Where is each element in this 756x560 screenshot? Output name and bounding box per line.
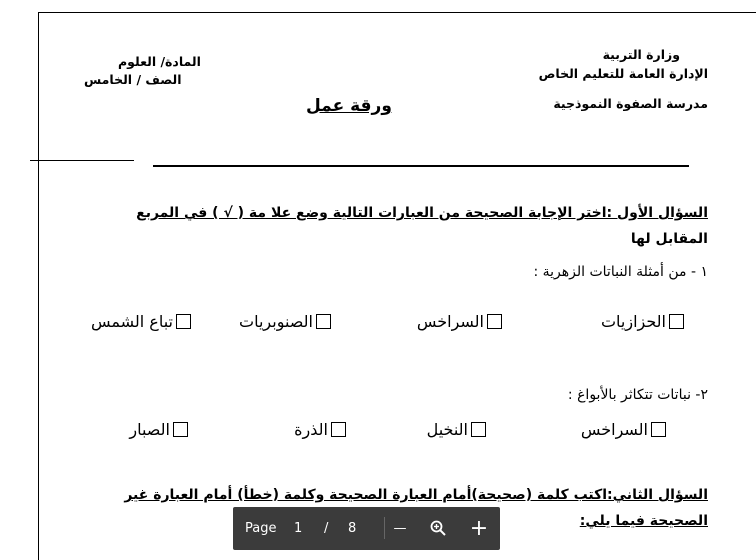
page-separator: /: [324, 521, 329, 536]
current-page-number[interactable]: 1: [294, 521, 303, 536]
option-2-3[interactable]: الذرة: [294, 420, 346, 439]
checkbox[interactable]: [176, 314, 191, 329]
checkbox[interactable]: [669, 314, 684, 329]
subject-label: المادة/ العلوم: [118, 54, 201, 69]
question-2-title-line2-text: الصحيحة فيما يلي:: [579, 513, 708, 529]
checkbox[interactable]: [651, 422, 666, 437]
option-1-2[interactable]: السراخس: [417, 312, 502, 331]
page-border-left: [38, 12, 39, 560]
option-2-4[interactable]: الصبار: [129, 420, 188, 439]
header-divider: [153, 165, 689, 167]
toolbar-divider: [384, 517, 385, 539]
option-2-1[interactable]: السراخس: [581, 420, 666, 439]
margin-line: [30, 160, 134, 161]
question-2-title-text: السؤال الثاني:اكتب كلمة (صحيحة)أمام العبارة الصحيحة وكلمة (خطأ) أمام العبارة غير: [124, 487, 708, 503]
school-name: مدرسة الصفوة النموذجية: [553, 96, 708, 111]
total-pages: 8: [348, 521, 357, 536]
checkbox[interactable]: [487, 314, 502, 329]
page-label: Page: [245, 521, 277, 536]
question-2-title-line2: [580, 513, 708, 529]
zoom-out-button[interactable]: —: [393, 520, 407, 536]
checkbox[interactable]: [316, 314, 331, 329]
question-1-item-2: ٢- نباتات تتكاثر بالأبواغ :: [567, 387, 708, 403]
question-2-title: [124, 487, 708, 503]
question-1-item-1: ١ - من أمثلة النباتات الزهرية :: [533, 264, 708, 280]
question-1-title-line2: المقابل لها: [630, 231, 708, 247]
ministry-name: وزارة التربية: [602, 47, 680, 62]
magnifier-icon: [429, 519, 447, 537]
option-1-1[interactable]: الحزازيات: [601, 312, 684, 331]
question-1-title: [136, 205, 708, 221]
worksheet-title: ورقة عمل: [306, 96, 392, 116]
zoom-magnifier-button[interactable]: [425, 515, 451, 541]
checkbox[interactable]: [331, 422, 346, 437]
question-1-title-text: السؤال الأول :اختر الإجابة الصحيحة من العبارات التالية وضع علا مة ( √ ) في المربع: [136, 205, 708, 221]
option-1-3[interactable]: الصنوبريات: [239, 312, 331, 331]
grade-label: الصف / الخامس: [84, 72, 182, 87]
zoom-in-button[interactable]: +: [469, 515, 489, 541]
option-2-2[interactable]: النخيل: [427, 420, 486, 439]
pdf-page-toolbar: [233, 507, 500, 550]
checkbox[interactable]: [173, 422, 188, 437]
option-1-4[interactable]: تباع الشمس: [91, 312, 191, 331]
checkbox[interactable]: [471, 422, 486, 437]
directorate-name: الإدارة العامة للتعليم الخاص: [538, 66, 708, 81]
page-border-top: [38, 12, 756, 13]
